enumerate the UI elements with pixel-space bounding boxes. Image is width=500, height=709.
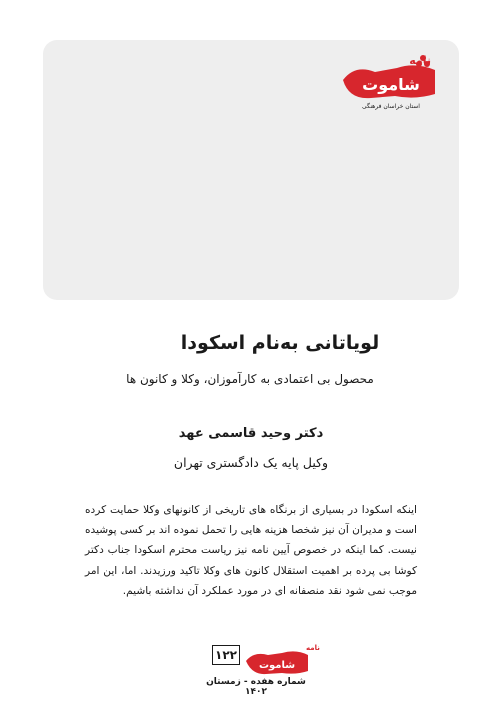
footer-brand-prefix: نامه xyxy=(306,644,320,652)
footer-shamut-logo xyxy=(212,641,320,677)
article-photo-placeholder xyxy=(43,40,459,300)
author-role: وکیل پایه یک دادگستری تهران xyxy=(173,455,329,470)
page-number: ۱۲۲ xyxy=(212,645,240,665)
article-body: اینکه اسکودا در بسیاری از برنگاه های تاریخی از کانونهای وکلا حمایت کرده است و مدیران آن نیز شخصا هزینه هایی را تحمل نموده اند بر کسی پوشیده نیست. کما اینکه در خصوص آیین نامه نیز ریاست محترم اسکودا جناب دکتر کوشا بی پرده بر اهمیت استقلال کانون های وکلا تاکید ورزیدند. اما، این امر موجب نمی شود نقد منصفانه ای در مورد عملکرد آن نداشته باشیم. xyxy=(85,504,417,597)
brand-name: شاموت xyxy=(362,75,420,94)
brand-tagline: استان خراسان فرهنگی xyxy=(362,103,420,110)
issue-info: شماره هفده - زمستان ۱۴۰۲ xyxy=(206,677,306,697)
article-subtitle: محصول بی اعتمادی به کارآموزان، وکلا و کانون ها xyxy=(126,372,374,386)
footer-brand-name: شاموت xyxy=(258,660,296,671)
brand-prefix: نامه xyxy=(409,54,431,67)
author-name: دکتر وحید قاسمی عهد xyxy=(178,426,324,441)
shamut-logo xyxy=(335,50,447,110)
article-title: لویاتانی به‌نام اسکودا xyxy=(180,332,380,354)
